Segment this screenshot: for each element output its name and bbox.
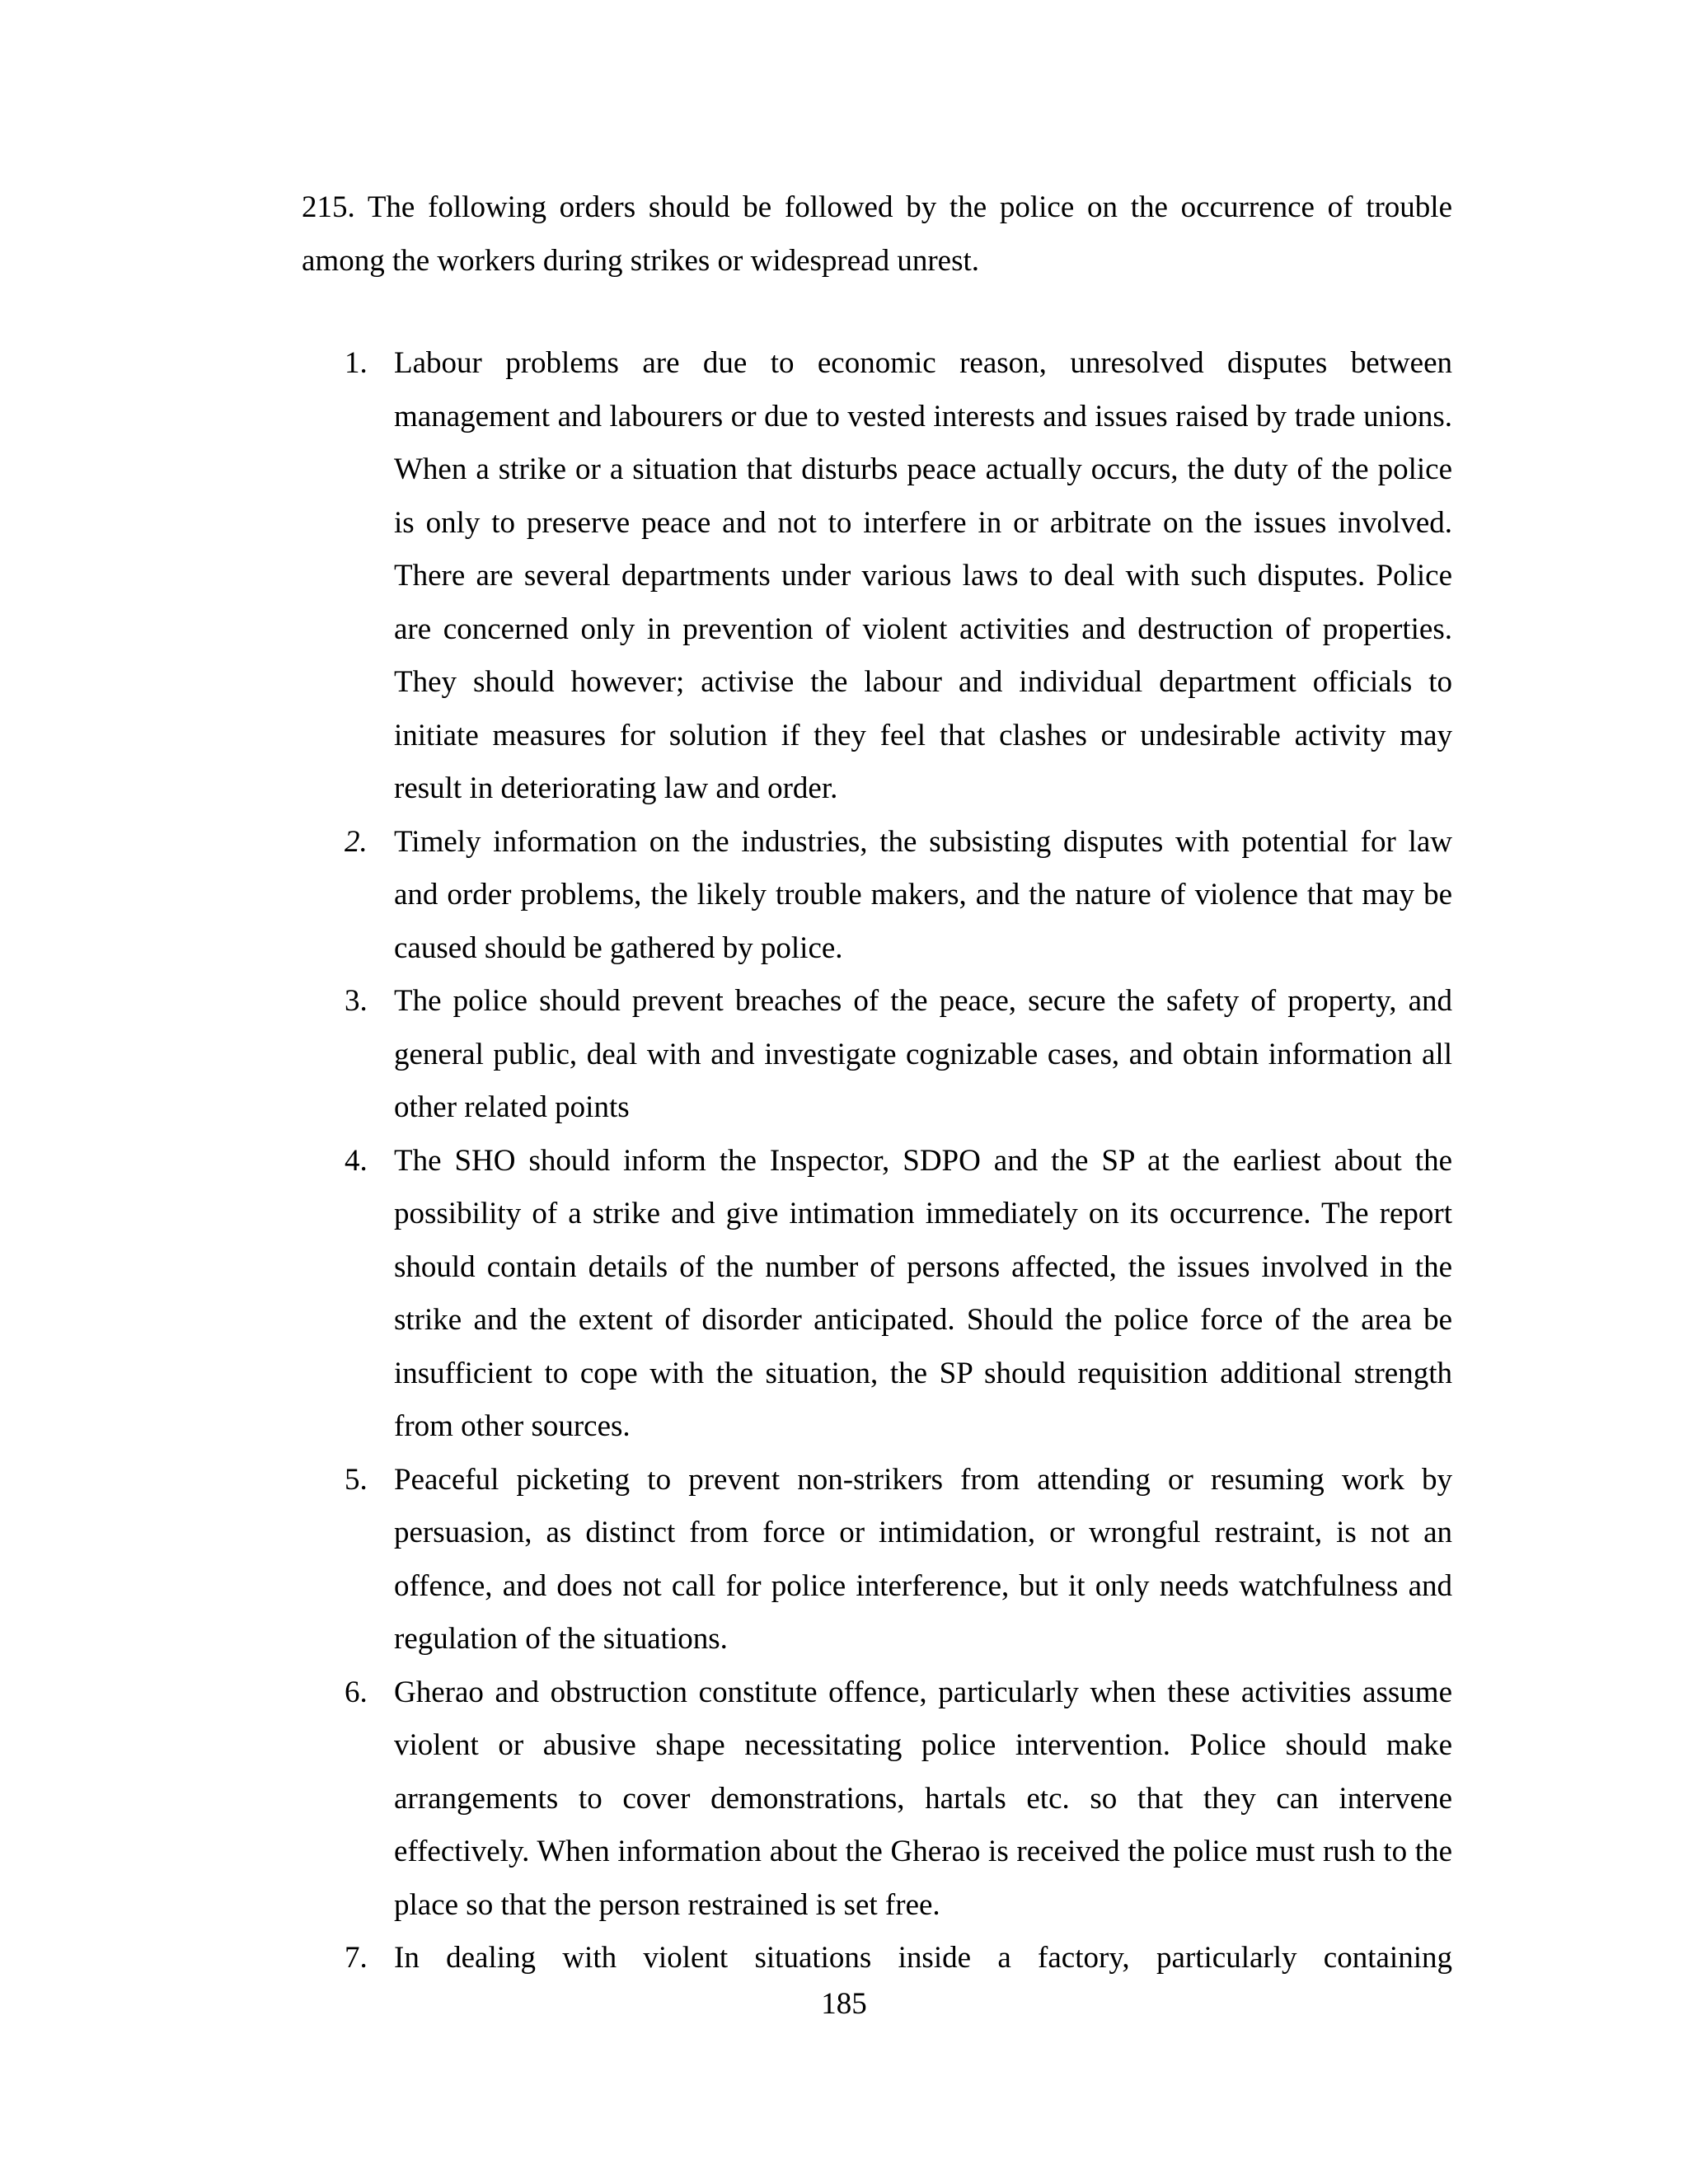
page-number: 185 (821, 1987, 867, 2021)
order-number: 3. (345, 984, 368, 1018)
order-item-4 (302, 1135, 1452, 1454)
order-item-7 (302, 1932, 1452, 1985)
intro-paragraph: 215. The following orders should be followed by the police on the occurrence of trouble among the workers during strikes or widespread unrest. (302, 190, 1452, 278)
order-number: 4. (345, 1143, 368, 1178)
order-text: Timely information on the industries, the subsisting disputes with potential for law and order problems, the likely trouble makers, and the nature of violence that may be caused should be gathered by police. (394, 824, 1452, 965)
order-number: 2. (345, 824, 368, 859)
order-text: The police should prevent breaches of the peace, secure the safety of property, and general public, deal with and investigate cognizable cases, and obtain information all other related points (394, 984, 1452, 1124)
order-item-1 (302, 337, 1452, 816)
order-text: The SHO should inform the Inspector, SDPO and the SP at the earliest about the possibility of a strike and give intimation immediately on its occurrence. The report should contain details of the number of persons affected, the issues involved in the strike and the extent of disorder anticipated. Should the police force of the area be insufficient to cope with the situation, the SP should requisition additional strength from other sources. (394, 1143, 1452, 1443)
orders-list (302, 337, 1452, 1985)
order-text: In dealing with violent situations inside a factory, particularly containing (394, 1941, 1452, 1975)
order-item-6 (302, 1666, 1452, 1933)
order-number: 1. (345, 346, 368, 380)
order-number: 7. (345, 1941, 368, 1975)
order-number: 5. (345, 1462, 368, 1497)
order-number: 6. (345, 1675, 368, 1709)
order-item-5 (302, 1454, 1452, 1666)
order-item-3 (302, 975, 1452, 1135)
order-text: Gherao and obstruction constitute offence, particularly when these activities assume violent or abusive shape necessitating police intervention. Police should make arrangements to cover demonstrations, hartals etc. so that they can intervene effectively. When information about the Gherao is received the police must rush to the place so that the person restrained is set free. (394, 1675, 1452, 1922)
order-text: Labour problems are due to economic reason, unresolved disputes between management and labourers or due to vested interests and issues raised by trade unions. When a strike or a situation that disturbs peace actually occurs, the duty of the police is only to preserve peace and not to interfere in or arbitrate on the issues involved. There are several departments under various laws to deal with such disputes. Police are concerned only in prevention of violent activities and destruction of properties. They should however; activise the labour and individual department officials to initiate measures for solution if they feel that clashes or undesirable activity may result in deteriorating law and order. (394, 346, 1452, 805)
order-item-2 (302, 816, 1452, 976)
order-text: Peaceful picketing to prevent non-strikers from attending or resuming work by persuasion, as distinct from force or intimidation, or wrongful restraint, is not an offence, and does not call for police interference, but it only needs watchfulness and regulation of the situations. (394, 1462, 1452, 1656)
